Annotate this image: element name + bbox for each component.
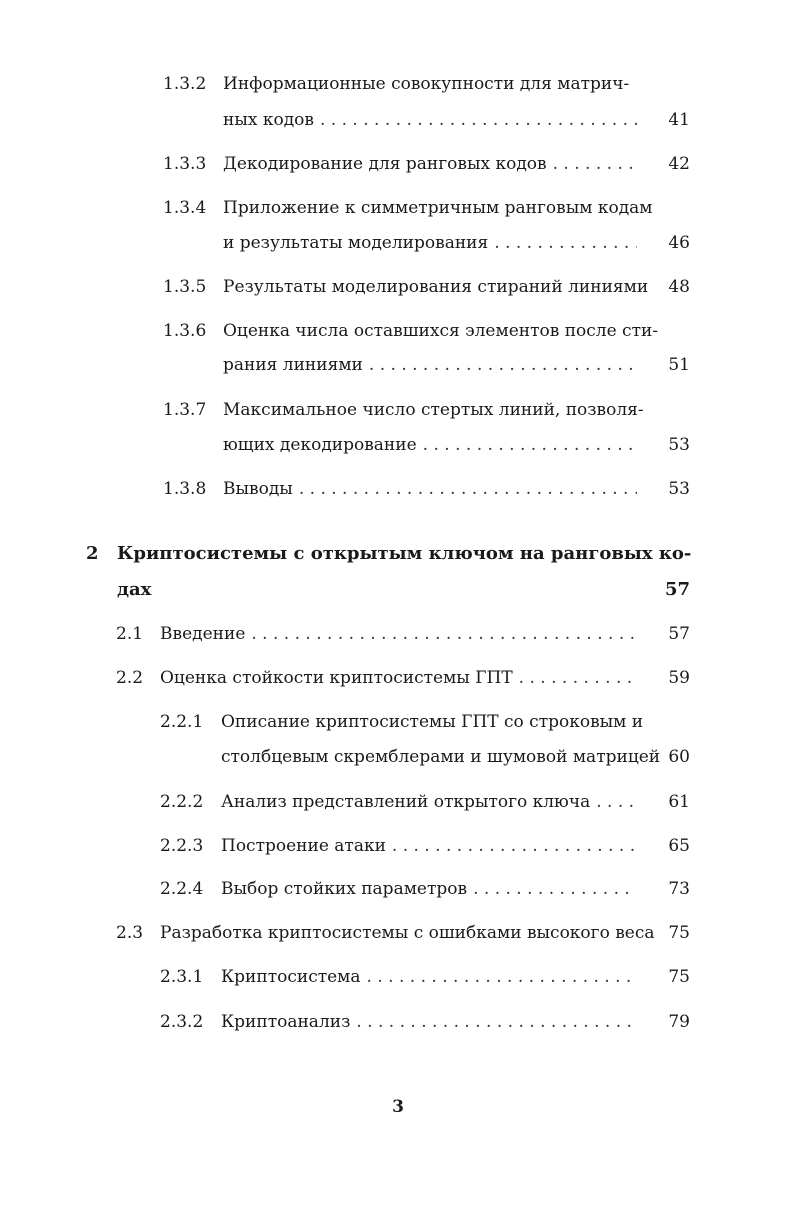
entry-page: 51 xyxy=(668,355,690,375)
entry-title-line1: Информационные совокупности для матрич- xyxy=(223,74,630,94)
entry-number: 2.1 xyxy=(116,624,144,644)
entry-title: Криптосистема . . . xyxy=(221,967,643,987)
chapter-number: 2 xyxy=(86,543,99,564)
entry-title-line1: Максимальное число стертых линий, позволя- xyxy=(223,400,644,420)
entry-title: Выбор стойких параметров . . . xyxy=(221,879,643,899)
entry-number: 2.3.2 xyxy=(160,1012,204,1032)
entry-title: Анализ представлений открытого ключа . . . xyxy=(221,792,643,812)
entry-number: 1.3.4 xyxy=(163,198,207,218)
entry-title: Выводы . . . xyxy=(223,479,643,499)
entry-title-line2: рания линиями . . . xyxy=(223,355,643,375)
entry-page: 75 xyxy=(668,967,690,987)
entry-page: 60 xyxy=(668,747,690,767)
entry-page: 59 xyxy=(668,668,690,688)
chapter-title-line2: дах xyxy=(117,579,152,600)
entry-number: 2.3.1 xyxy=(160,967,204,987)
chapter-page: 57 xyxy=(664,579,690,600)
entry-title: Разработка криптосистемы с ошибками высокого веса xyxy=(160,923,655,943)
entry-title-line2: ющих декодирование . . . xyxy=(223,435,643,455)
entry-number: 1.3.8 xyxy=(163,479,207,499)
entry-title-line1: Описание криптосистемы ГПТ со строковым и xyxy=(221,712,644,732)
dot-leader xyxy=(369,355,637,375)
dot-leader xyxy=(473,879,637,899)
entry-title: Введение . . . xyxy=(160,624,643,644)
entry-number: 1.3.7 xyxy=(163,400,207,420)
entry-number: 2.3 xyxy=(116,923,144,943)
entry-number: 2.2.2 xyxy=(160,792,204,812)
entry-title-line2: ных кодов . . . xyxy=(223,110,643,130)
entry-page: 73 xyxy=(668,879,690,899)
chapter-title-line1: Криптосистемы с открытым ключом на ранговых ко- xyxy=(117,543,692,564)
entry-number: 1.3.3 xyxy=(163,154,207,174)
dot-leader xyxy=(392,836,637,856)
entry-page: 53 xyxy=(668,435,690,455)
entry-title: Результаты моделирования стираний линиями xyxy=(223,277,649,297)
entry-page: 41 xyxy=(668,110,690,130)
entry-title-line2: и результаты моделирования . . . xyxy=(223,233,643,253)
entry-title-line1: Оценка числа оставшихся элементов после сти- xyxy=(223,321,659,341)
entry-page: 46 xyxy=(668,233,690,253)
entry-number: 1.3.5 xyxy=(163,277,207,297)
dot-leader xyxy=(423,435,637,455)
dot-leader xyxy=(299,479,637,499)
entry-title-line1: Приложение к симметричным ранговым кодам xyxy=(223,198,653,218)
entry-title: Декодирование для ранговых кодов . . . xyxy=(223,154,643,174)
dot-leader xyxy=(356,1012,637,1032)
entry-number: 2.2.3 xyxy=(160,836,204,856)
entry-page: 65 xyxy=(668,836,690,856)
dot-leader xyxy=(553,154,637,174)
entry-page: 53 xyxy=(668,479,690,499)
entry-page: 48 xyxy=(668,277,690,297)
entry-page: 75 xyxy=(668,923,690,943)
dot-leader xyxy=(494,233,637,253)
entry-page: 42 xyxy=(668,154,690,174)
entry-title: Построение атаки . . . xyxy=(221,836,643,856)
page-number: 3 xyxy=(392,1097,404,1117)
entry-number: 1.3.6 xyxy=(163,321,207,341)
entry-title: Криптоанализ . . . xyxy=(221,1012,643,1032)
entry-number: 1.3.2 xyxy=(163,74,207,94)
entry-number: 2.2.4 xyxy=(160,879,204,899)
dot-leader xyxy=(251,624,637,644)
entry-number: 2.2 xyxy=(116,668,144,688)
entry-page: 61 xyxy=(668,792,690,812)
dot-leader xyxy=(320,110,637,130)
entry-title: Оценка стойкости криптосистемы ГПТ . . . xyxy=(160,668,643,688)
entry-page: 79 xyxy=(668,1012,690,1032)
dot-leader xyxy=(596,792,637,812)
entry-number: 2.2.1 xyxy=(160,712,204,732)
dot-leader xyxy=(367,967,637,987)
entry-title-line2: столбцевым скремблерами и шумовой матрицей xyxy=(221,747,661,767)
entry-page: 57 xyxy=(668,624,690,644)
dot-leader xyxy=(519,668,637,688)
